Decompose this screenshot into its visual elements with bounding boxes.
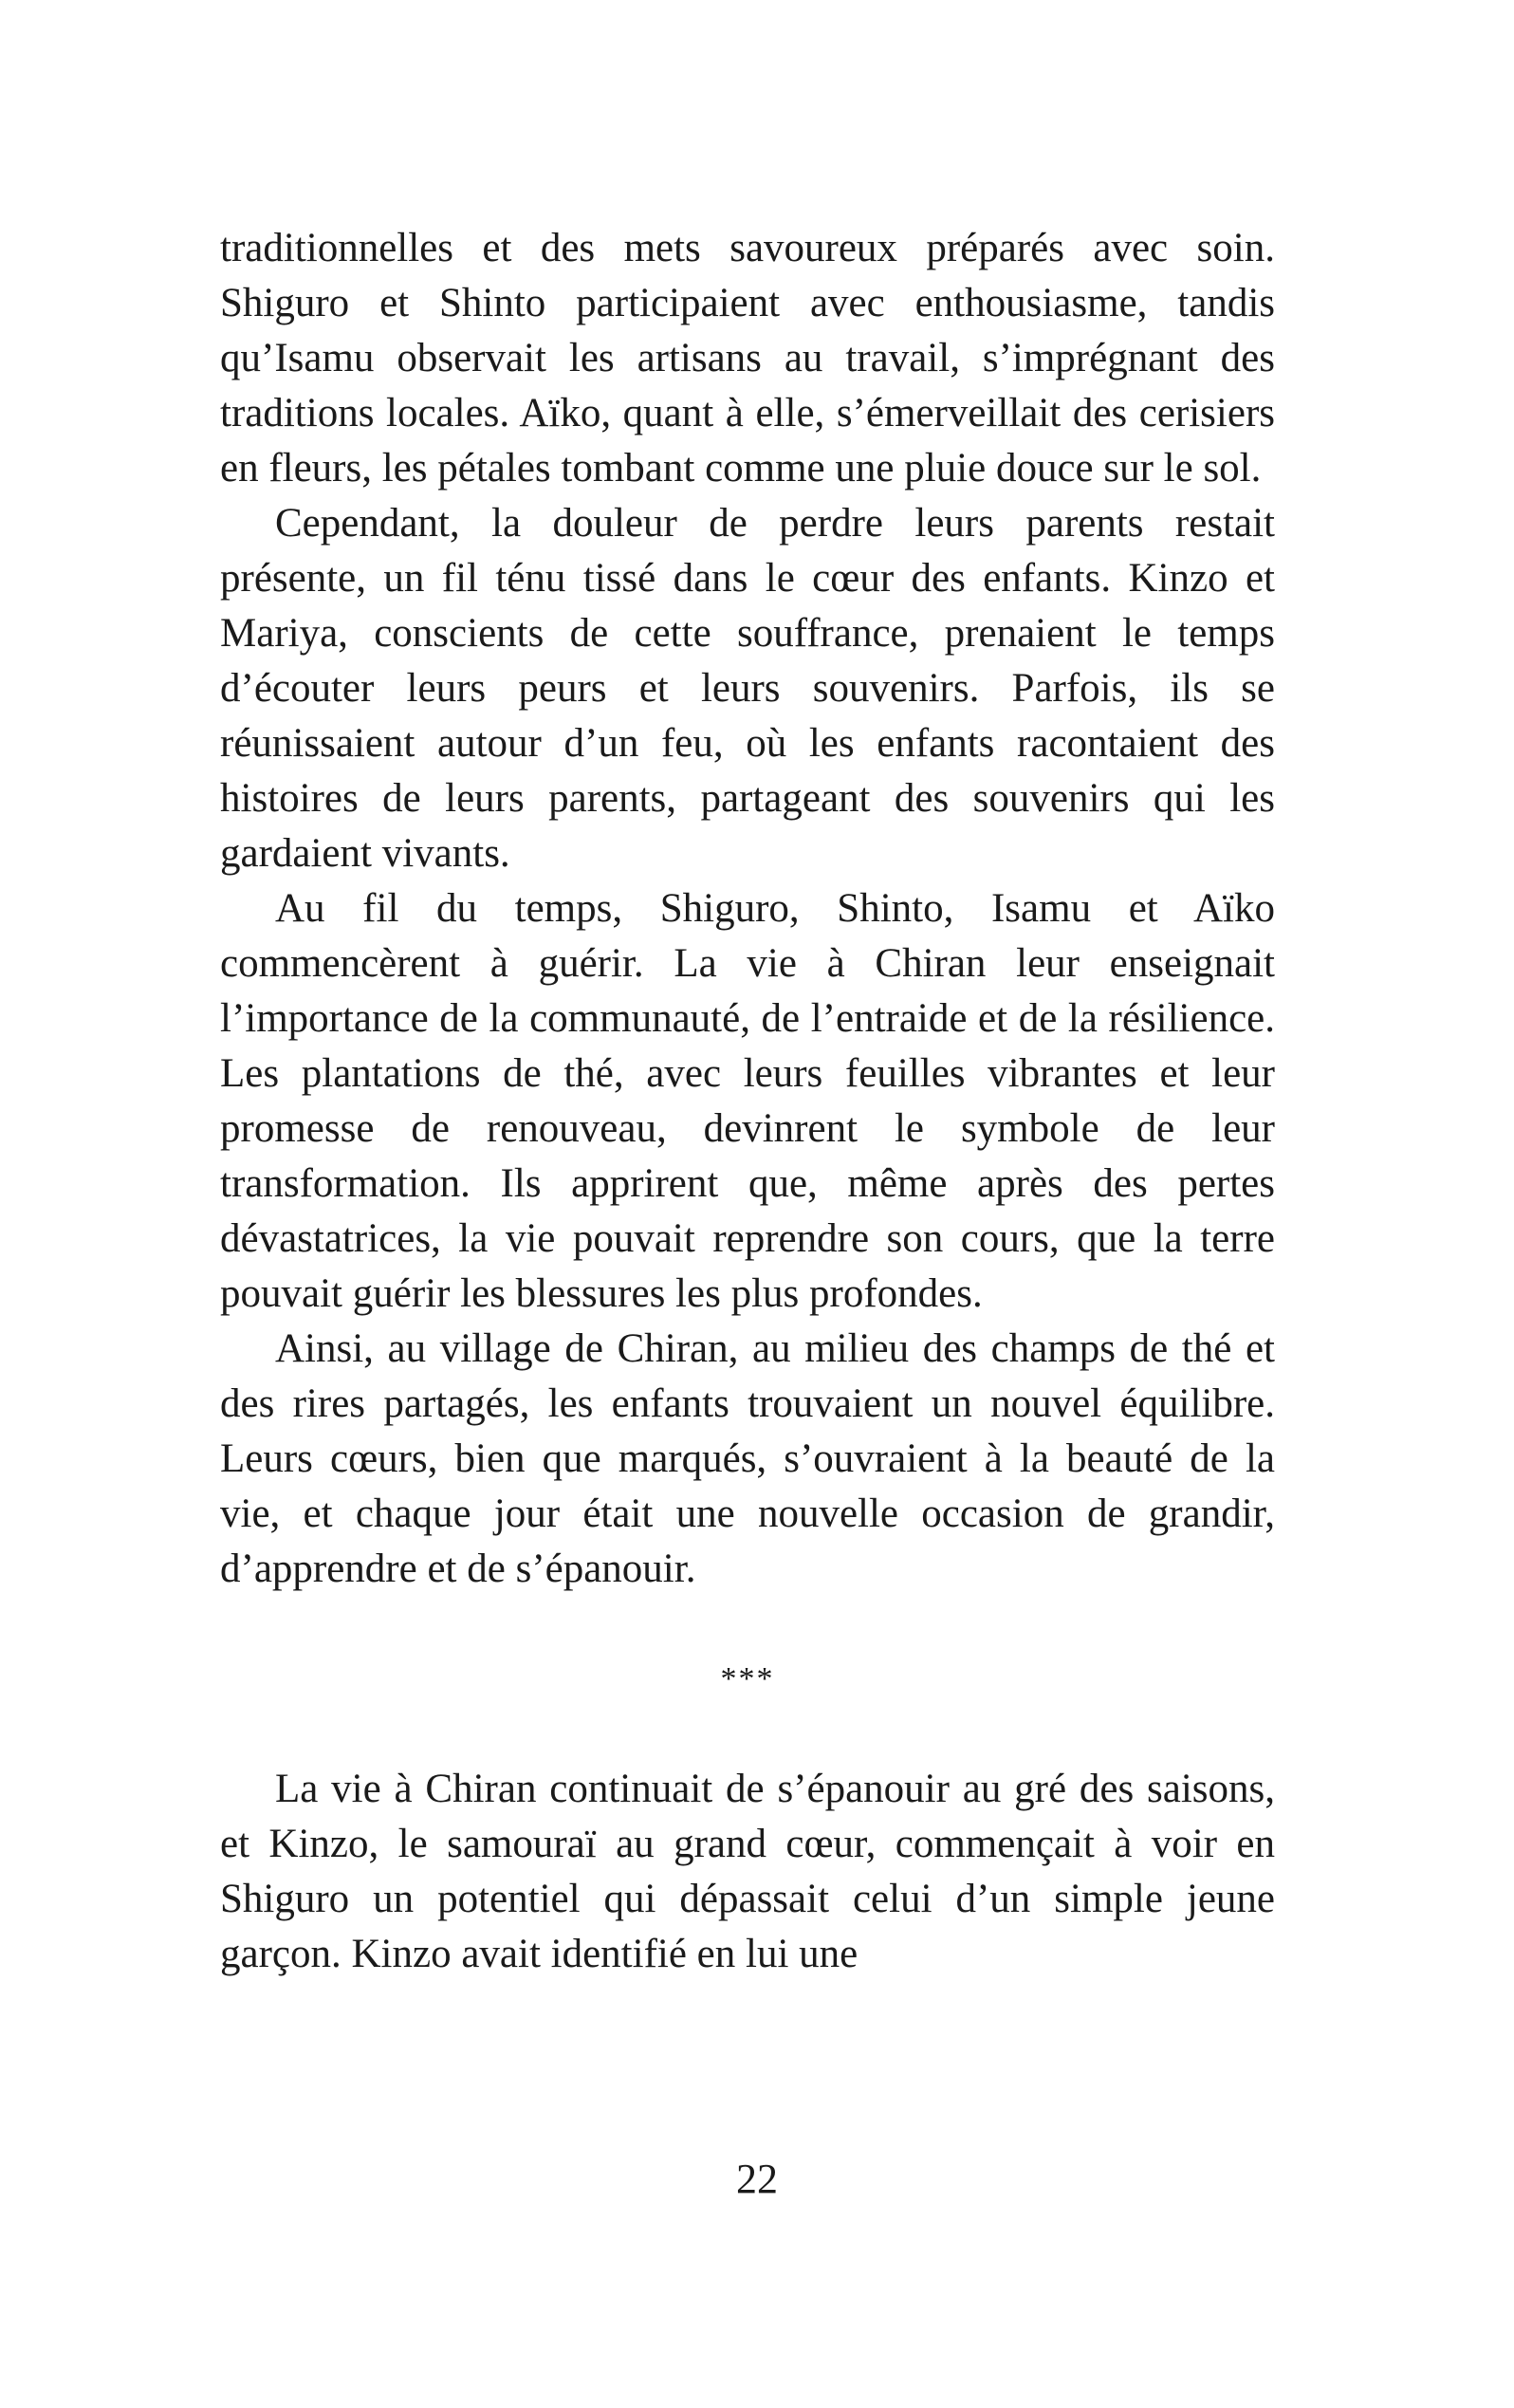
section-separator: ***	[720, 1661, 775, 1696]
page-number: 22	[736, 2156, 778, 2202]
paragraph: Ainsi, au village de Chiran, au milieu des champs de thé et des rires partagés, les enfants trouvaient un nouvel équilibre. Leurs cœurs, bien que marqués, s’ouvraient à la beauté de la vie, et chaque jour était une nouvelle occasion de grandir, d’apprendre et de s’épanouir.	[220, 1326, 1275, 1591]
body-text	[220, 221, 1275, 1982]
paragraph: traditionnelles et des mets savoureux préparés avec soin. Shiguro et Shinto participaient avec enthousiasme, tandis qu’Isamu observait les artisans au travail, s’imprégnant des traditions locales. Aïko, quant à elle, s’émerveillait des cerisiers en fleurs, les pétales tombant comme une pluie douce sur le sol.	[220, 226, 1275, 491]
paragraph: Cependant, la douleur de perdre leurs parents restait présente, un fil ténu tissé dans le cœur des enfants. Kinzo et Mariya, conscients de cette souffrance, prenaient le temps d’écouter leurs peurs et leurs souvenirs. Parfois, ils se réunissaient autour d’un feu, où les enfants racontaient des histoires de leurs parents, partageant des souvenirs qui les gardaient vivants.	[220, 501, 1275, 876]
paragraph: La vie à Chiran continuait de s’épanouir au gré des saisons, et Kinzo, le samouraï au grand cœur, commençait à voir en Shiguro un potentiel qui dépassait celui d’un simple jeune garçon. Kinzo avait identifié en lui une	[220, 1767, 1275, 1976]
paragraph: Au fil du temps, Shiguro, Shinto, Isamu et Aïko commencèrent à guérir. La vie à Chiran leur enseignait l’importance de la communauté, de l’entraide et de la résilience. Les plantations de thé, avec leurs feuilles vibrantes et leur promesse de renouveau, devinrent le symbole de leur transformation. Ils apprirent que, même après des pertes dévastatrices, la vie pouvait reprendre son cours, que la terre pouvait guérir les blessures les plus profondes.	[220, 886, 1275, 1316]
